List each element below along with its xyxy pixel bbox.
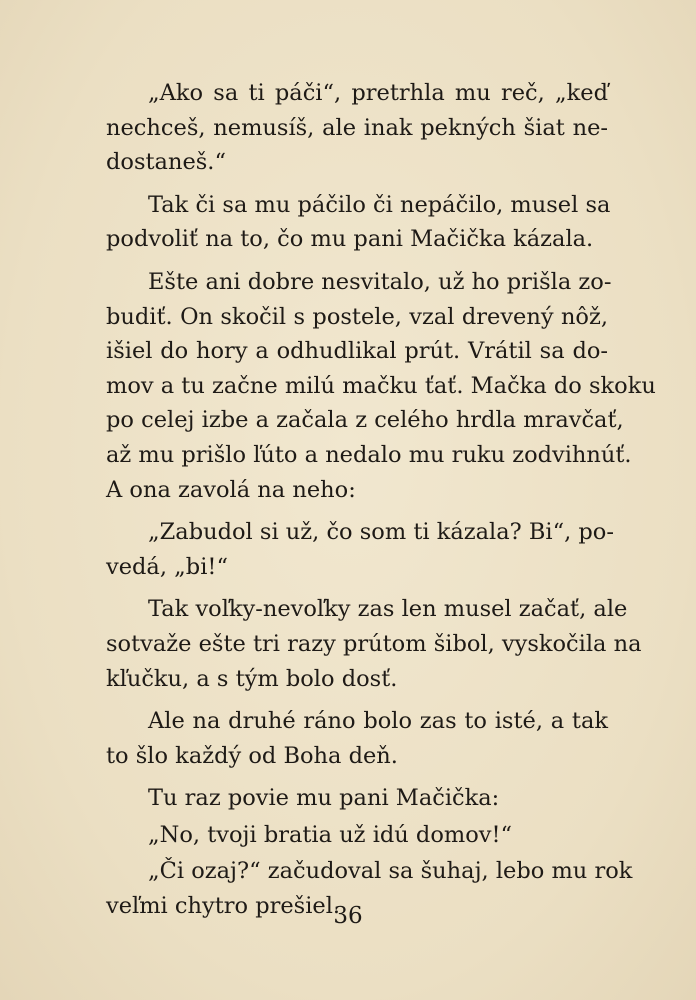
text-line: až mu prišlo ľúto a nedalo mu ruku zodvihnúť. [106,441,632,468]
text-line: Tak voľky-nevoľky zas len musel začať, ale [148,596,628,623]
text-line: dostaneš.“ [106,149,226,176]
text-line: Tak či sa mu páčilo či nepáčilo, musel sa [148,191,611,218]
text-line: „No, tvoji bratia už idú domov!“ [148,821,513,848]
text-line: sotvaže ešte tri razy prútom šibol, vyskočila na [106,630,642,657]
text-line: kľučku, a s tým bolo dosť. [106,665,398,692]
text-line: vedá, „bi!“ [106,553,228,580]
text-line: „Či ozaj?“ začudoval sa šuhaj, lebo mu rok [148,858,633,885]
paragraph [106,592,642,696]
text-line: „Ako sa ti páči“, pretrhla mu reč, „keď [148,80,608,106]
paragraph [106,781,608,816]
text-line: mov a tu začne milú mačku ťať. Mačka do skoku [106,372,656,399]
paragraph [106,265,656,507]
text-line: to šlo každý od Boha deň. [106,742,398,769]
body-text [106,76,656,932]
text-line: Ale na druhé ráno bolo zas to isté, a tak [148,708,608,735]
text-line: Ešte ani dobre nesvitalo, už ho prišla zo- [148,268,612,295]
text-line: po celej izbe a začala z celého hrdla mravčať, [106,407,624,434]
paragraph [106,188,611,257]
text-line: podvoliť na to, čo mu pani Mačička kázala. [106,226,594,253]
paragraph [106,818,608,853]
page-number: 36 [333,903,363,929]
text-line: veľmi chytro prešiel. [106,893,341,920]
text-line: „Zabudol si už, čo som ti kázala? Bi“, po- [148,519,614,546]
text-line: išiel do hory a odhudlikal prút. Vrátil sa do- [106,338,608,365]
paragraph [106,515,614,584]
paragraph [106,76,608,180]
text-line: A ona zavolá na neho: [106,476,356,503]
text-line: Tu raz povie mu pani Mačička: [148,785,500,812]
text-line: nechceš, nemusíš, ale inak pekných šiat ne- [106,114,608,141]
paragraph [106,704,608,773]
text-line: budiť. On skočil s postele, vzal drevený nôž, [106,303,608,330]
